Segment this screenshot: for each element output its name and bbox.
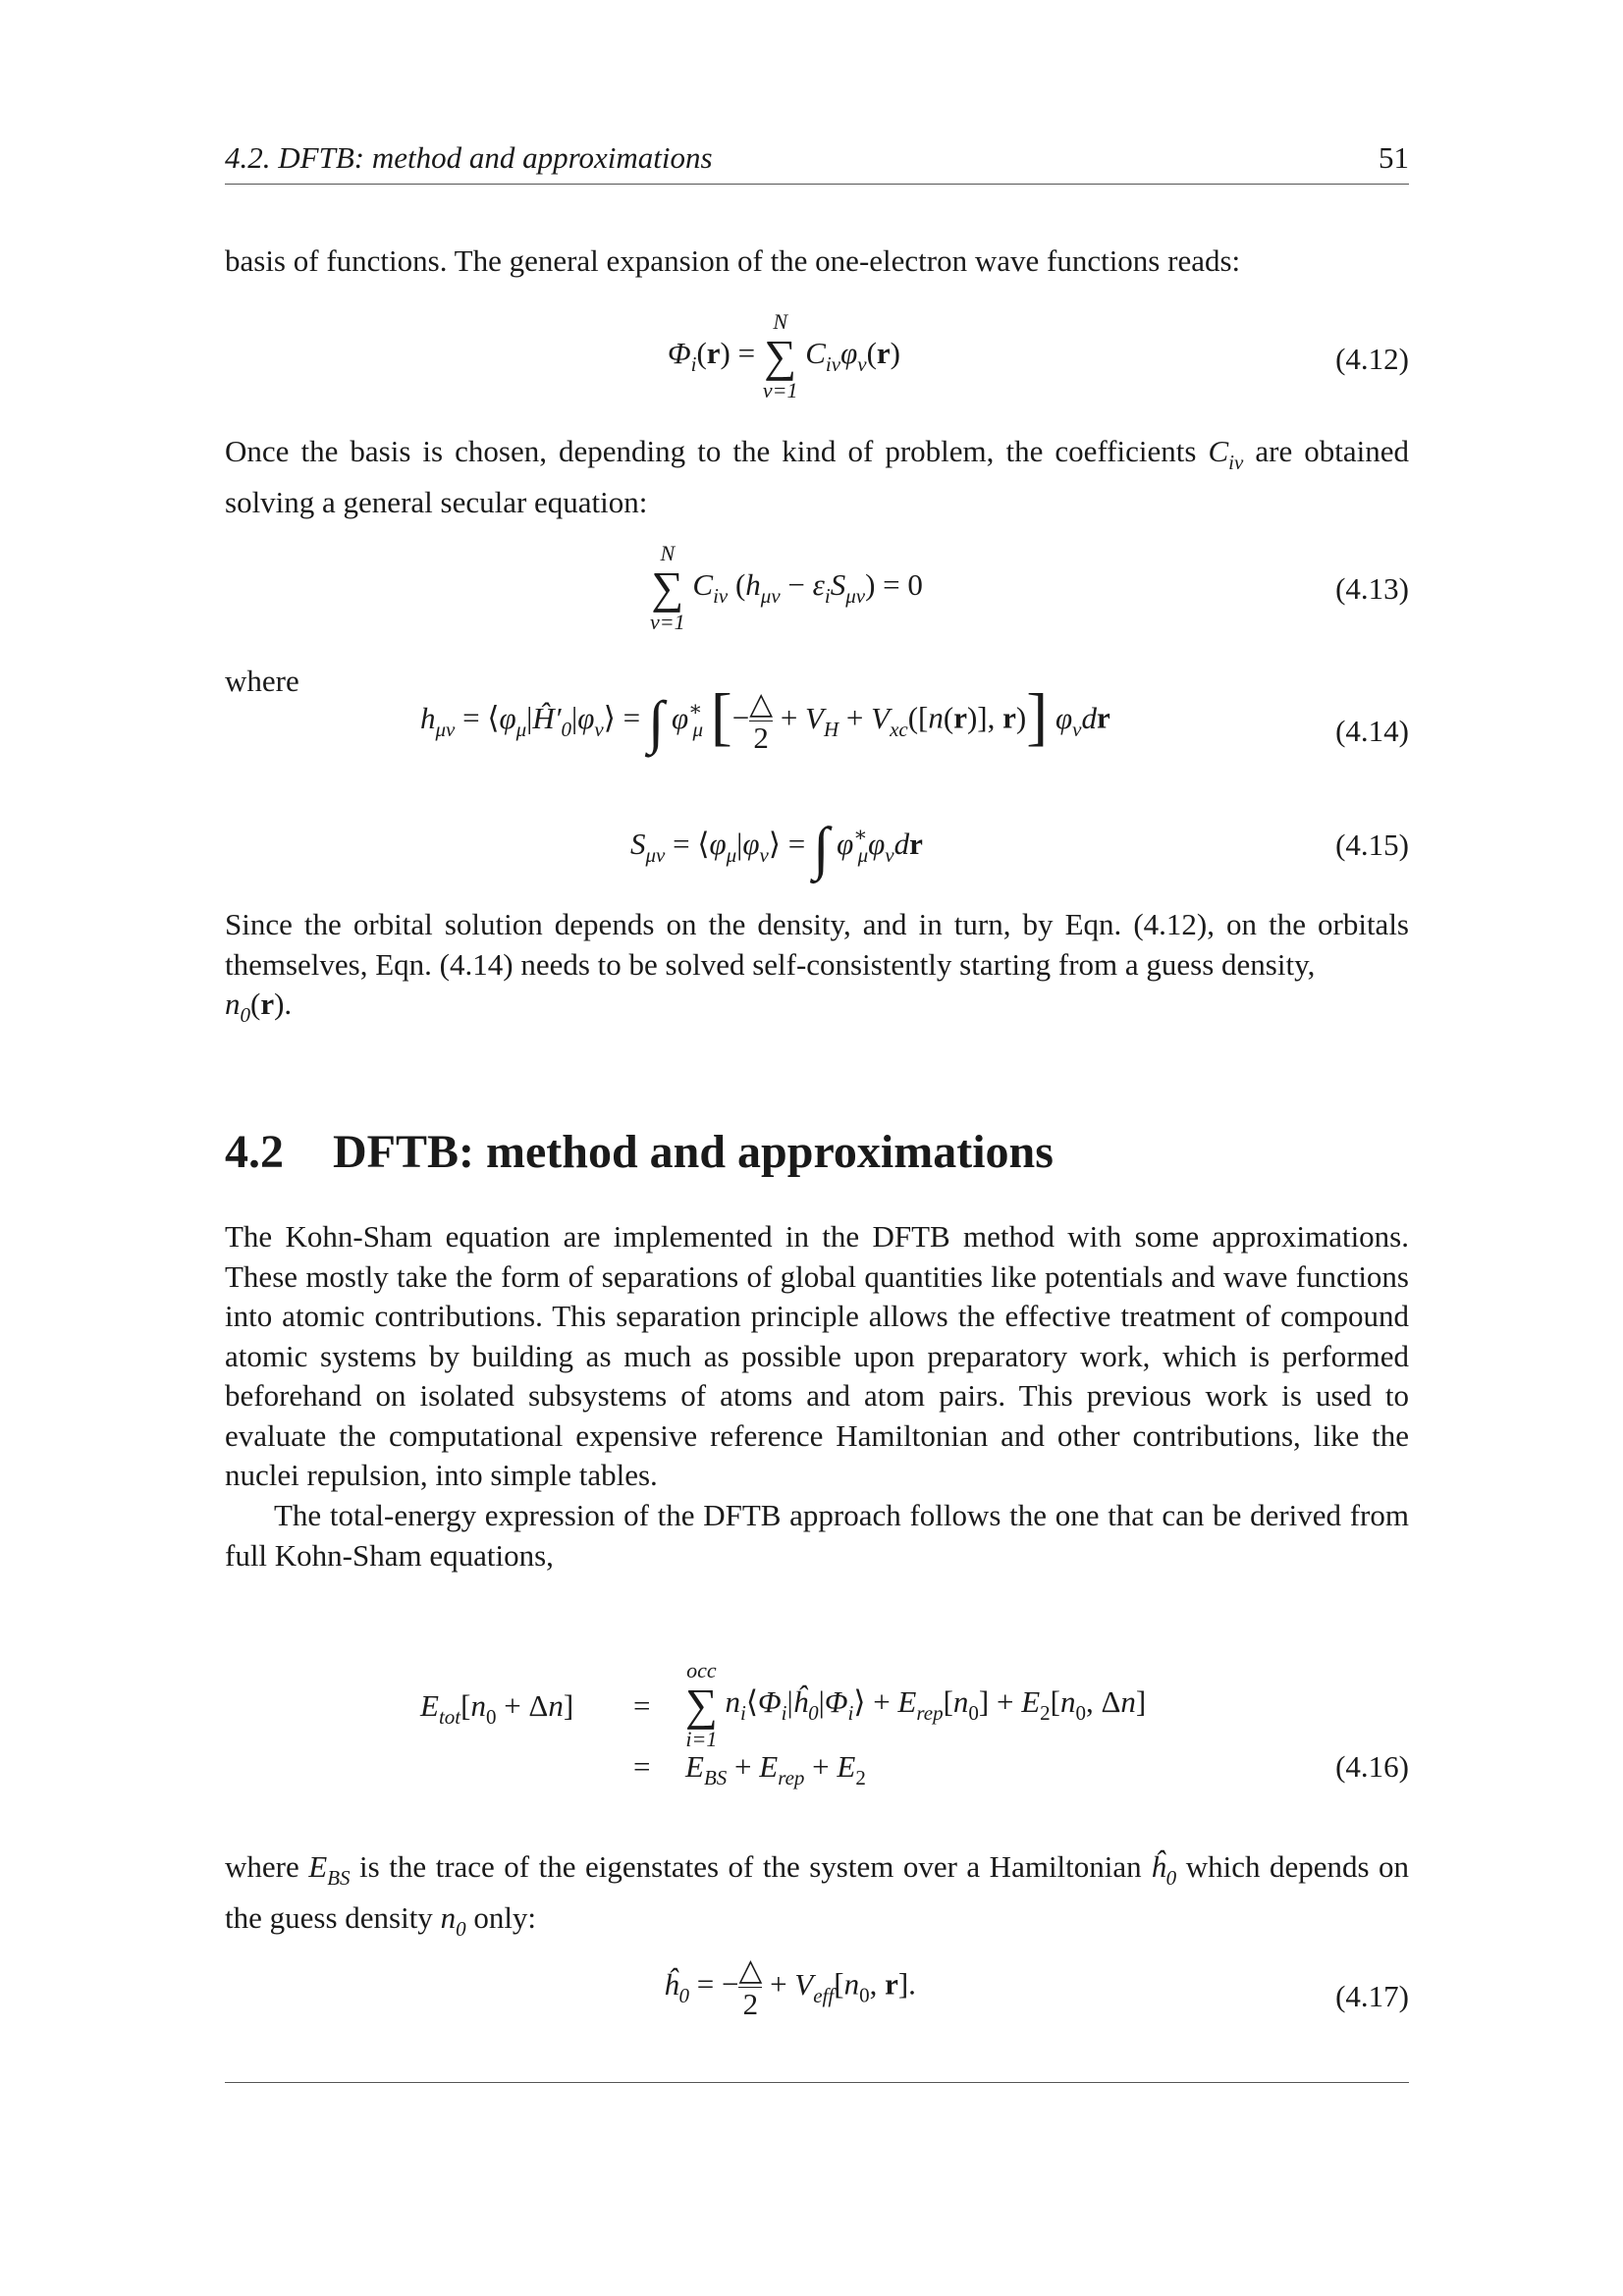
section-number: 4.2	[225, 1126, 284, 1178]
equation-4-13: N ∑ ν=1 $C_{i\nu}$ $(h_{\mu\nu} - \varepsilon_iS_{\mu\nu}) = 0$	[650, 541, 923, 634]
paragraph-self-consistency: Since the orbital solution depends on the density, and in turn, by Eqn. (4.12), on the orbitals themselves, Eqn. (4.14) needs to be solved self-consistently starting from a guess density, $n_0(r)$.	[225, 907, 1409, 1027]
section-heading	[225, 1125, 1054, 1179]
equation-number-4-13: (4.13)	[1335, 571, 1409, 606]
equation-number-4-14: (4.14)	[1335, 714, 1409, 748]
footer-rule	[225, 2082, 1409, 2083]
equation-4-12: $\Phi_i(r)$ = N ∑ ν=1 $C_{i\nu}\varphi_\nu(r)$	[668, 309, 900, 402]
equation-4-14: $h_{\mu\nu}$ = $⟨\varphi_\mu|Ĥ'_0|\varphi_\nu⟩$ = ∫ $\varphi^∗_\mu$ [− $\frac{\triangle}{2}$ + $V_H + V_{xc}([n(r)]$, r)] $\varphi_\nu dr$	[420, 680, 1110, 755]
paragraph-band-structure: where $E_{BS}$ is the trace of the eigenstates of the system over a Hamiltonian $ĥ_0$ which depends on the guess density $n_0$ only:	[225, 1849, 1410, 1941]
paragraph-basis: basis of functions. The general expansion of the one-electron wave functions reads:	[225, 243, 1241, 278]
where-label: where	[225, 664, 299, 698]
running-title: 4.2. DFTB: method and approximations	[225, 140, 713, 175]
paragraph-total-energy: The total-energy expression of the DFTB approach follows the one that can be derived from full Kohn-Sham equations,	[225, 1498, 1409, 1573]
paragraph-kohn-sham: The Kohn-Sham equation are implemented in the DFTB method with some approximations. These mostly take the form of separations of global quantities like potentials and wave functions into atomic contributions. This separation principle allows the effective treatment of compound atomic systems by building as much as possible upon preparatory work, which is performed beforehand on isolated subsystems of atoms and atom pairs. This previous work is used to evaluate the computational expensive reference Hamiltonian and other contributions, like the nuclei repulsion, into simple tables.	[225, 1219, 1409, 1492]
equation-number-4-12: (4.12)	[1335, 342, 1409, 376]
page-number: 51	[1379, 140, 1409, 175]
equation-4-16: $E_{tot}[n_0 + \Delta n]$ = occ ∑ i=1 $n_i⟨\Phi_i|ĥ_0|\Phi_i⟩ + E_{rep}[n_0] + E_2[n_0$, Δn] = $E_{BS} + E_{rep} + E_2$	[420, 1658, 1147, 1789]
equation-number-4-15: (4.15)	[1335, 828, 1409, 862]
equation-4-15: $S_{\mu\nu}$ = $⟨\varphi_\mu|\varphi_\nu⟩$ = ∫ $\varphi^∗_\mu\varphi_\nu dr$	[630, 816, 923, 881]
equation-4-17: $ĥ_0$ = − $\frac{\triangle}{2}$ + $V_{eff}[n_0$, r].	[664, 1952, 916, 2021]
section-title: DFTB: method and approximations	[333, 1126, 1054, 1178]
paragraph-secular: Once the basis is chosen, depending to the kind of problem, the coefficients $C_{i\nu}$ are obtained solving a general secular equation:	[225, 434, 1410, 519]
equation-number-4-17: (4.17)	[1335, 1979, 1409, 2013]
equation-number-4-16: (4.16)	[1335, 1749, 1409, 1784]
running-header	[225, 140, 1409, 185]
